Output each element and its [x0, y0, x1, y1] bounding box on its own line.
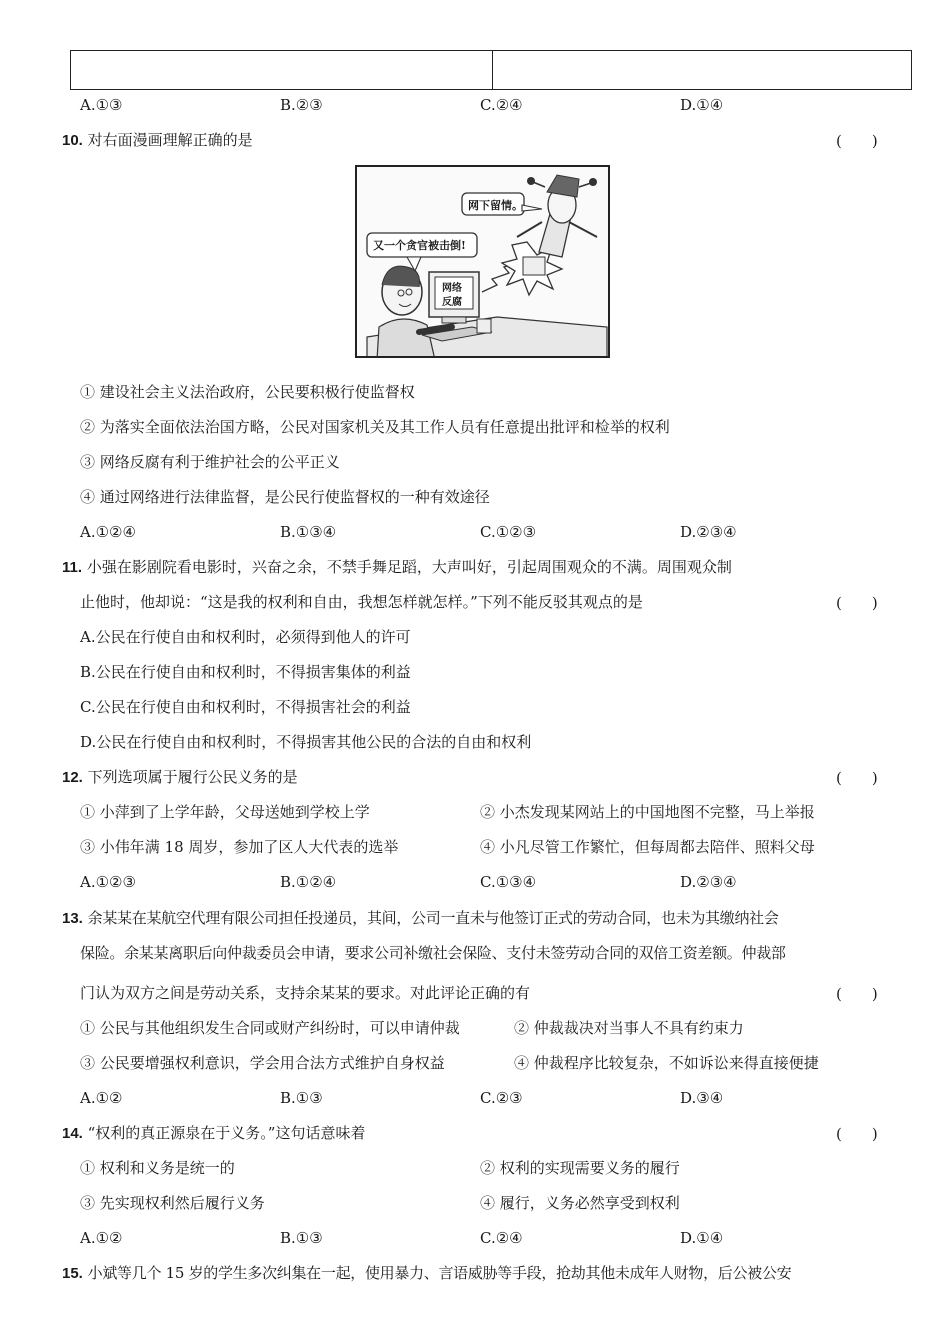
q13-stem-line3: 门认为双方之间是劳动关系，支持余某某的要求。对此评论正确的有 [80, 984, 531, 1002]
q12-item-4: ④ 小凡尽管工作繁忙，但每周都去陪伴、照料父母 [480, 838, 815, 856]
q12-option-a: A.①②③ [80, 873, 136, 891]
q13-item-4: ④ 仲裁程序比较复杂，不如诉讼来得直接便捷 [514, 1054, 819, 1072]
q13-stem-line2: 保险。余某某离职后向仲裁委员会申请，要求公司补缴社会保险、支付未签劳动合同的双倍工资差额。仲裁部 [80, 944, 786, 962]
q10-stem-text: 对右面漫画理解正确的是 [87, 131, 253, 149]
q12-item-1: ① 小萍到了上学年龄，父母送她到学校上学 [80, 803, 370, 821]
q12-answer-paren: ( ) [836, 769, 878, 787]
q10-answer-paren: ( ) [836, 132, 878, 150]
q15-stem-text-1: 小斌等几个 15 岁的学生多次纠集在一起，使用暴力、言语威胁等手段，抢劫其他未成年人财物，后公被公安 [87, 1264, 792, 1282]
q13-stem-line1 [62, 908, 779, 929]
cartoon-drawing [357, 167, 610, 358]
q12-option-b: B.①②④ [280, 873, 337, 891]
q13-item-3: ③ 公民要增强权利意识，学会用合法方式维护自身权益 [80, 1054, 445, 1072]
answer-table [70, 50, 912, 90]
cartoon-screen-text-2: 反腐 [442, 297, 462, 308]
q14-item-1: ① 权利和义务是统一的 [80, 1159, 235, 1177]
q9-option-b: B.②③ [280, 96, 323, 114]
q13-number: 13. [62, 910, 83, 927]
q14-item-2: ② 权利的实现需要义务的履行 [480, 1159, 680, 1177]
q12-item-3: ③ 小伟年满 18 周岁，参加了区人大代表的选举 [80, 838, 399, 856]
q14-option-c: C.②④ [480, 1229, 523, 1247]
q9-option-c: C.②④ [480, 96, 523, 114]
q9-option-a: A.①③ [80, 96, 123, 114]
q9-option-d: D.①④ [680, 96, 724, 114]
q10-stem [62, 130, 253, 151]
q10-option-b: B.①③④ [280, 523, 337, 541]
q13-option-c: C.②③ [480, 1089, 523, 1107]
q11-answer-paren: ( ) [836, 594, 878, 612]
q14-stem-text: “权利的真正源泉在于义务。”这句话意味着 [87, 1124, 366, 1142]
q10-option-d: D.②③④ [680, 523, 737, 541]
q13-option-b: B.①③ [280, 1089, 323, 1107]
q11-stem-line1 [62, 557, 732, 578]
q10-option-c: C.①②③ [480, 523, 537, 541]
q10-number: 10. [62, 132, 83, 149]
q14-option-a: A.①② [80, 1229, 123, 1247]
q12-stem [62, 767, 298, 788]
q12-option-c: C.①③④ [480, 873, 537, 891]
q14-item-3: ③ 先实现权利然后履行义务 [80, 1194, 265, 1212]
cartoon-bubble-left: 又一个贪官被击倒! [373, 239, 466, 252]
q15-stem-line1 [62, 1263, 791, 1284]
q10-option-a: A.①②④ [80, 523, 136, 541]
table-divider [492, 51, 493, 89]
q13-item-1: ① 公民与其他组织发生合同或财产纠纷时，可以申请仲裁 [80, 1019, 460, 1037]
q11-option-c: C.公民在行使自由和权利时，不得损害社会的利益 [80, 698, 411, 716]
q11-stem-line2: 止他时，他却说：“这是我的权利和自由，我想怎样就怎样。”下列不能反驳其观点的是 [80, 593, 643, 611]
q12-option-d: D.②③④ [680, 873, 737, 891]
q11-number: 11. [62, 559, 83, 576]
q12-item-2: ② 小杰发现某网站上的中国地图不完整，马上举报 [480, 803, 815, 821]
q13-item-2: ② 仲裁裁决对当事人不具有约束力 [514, 1019, 744, 1037]
cartoon-screen-text-1: 网络 [442, 283, 462, 294]
q10-item-4: ④ 通过网络进行法律监督，是公民行使监督权的一种有效途径 [80, 488, 490, 506]
q14-option-d: D.①④ [680, 1229, 724, 1247]
q14-item-4: ④ 履行，义务必然享受到权利 [480, 1194, 680, 1212]
q13-option-d: D.③④ [680, 1089, 724, 1107]
q10-item-1: ① 建设社会主义法治政府，公民要积极行使监督权 [80, 383, 415, 401]
q10-item-2: ② 为落实全面依法治国方略，公民对国家机关及其工作人员有任意提出批评和检举的权利 [80, 418, 670, 436]
q11-stem-text-1: 小强在影剧院看电影时，兴奋之余，不禁手舞足蹈，大声叫好，引起周围观众的不满。周围观众制 [86, 558, 732, 576]
q11-option-d: D.公民在行使自由和权利时，不得损害其他公民的合法的自由和权利 [80, 733, 532, 751]
q10-item-3: ③ 网络反腐有利于维护社会的公平正义 [80, 453, 340, 471]
q13-option-a: A.①② [80, 1089, 123, 1107]
q13-stem-text-1: 余某某在某航空代理有限公司担任投递员，其间，公司一直未与他签订正式的劳动合同，也未为其缴纳社会 [87, 909, 779, 927]
q11-option-a: A.公民在行使自由和权利时，必须得到他人的许可 [80, 628, 411, 646]
q14-number: 14. [62, 1125, 83, 1142]
cartoon-image [355, 165, 610, 358]
cartoon-bubble-right: 网下留情。 [468, 199, 523, 212]
q14-stem [62, 1123, 365, 1144]
q11-option-b: B.公民在行使自由和权利时，不得损害集体的利益 [80, 663, 411, 681]
q12-number: 12. [62, 769, 83, 786]
q15-number: 15. [62, 1265, 83, 1282]
q12-stem-text: 下列选项属于履行公民义务的是 [87, 768, 298, 786]
q14-option-b: B.①③ [280, 1229, 323, 1247]
q14-answer-paren: ( ) [836, 1125, 878, 1143]
q13-answer-paren: ( ) [836, 985, 878, 1003]
